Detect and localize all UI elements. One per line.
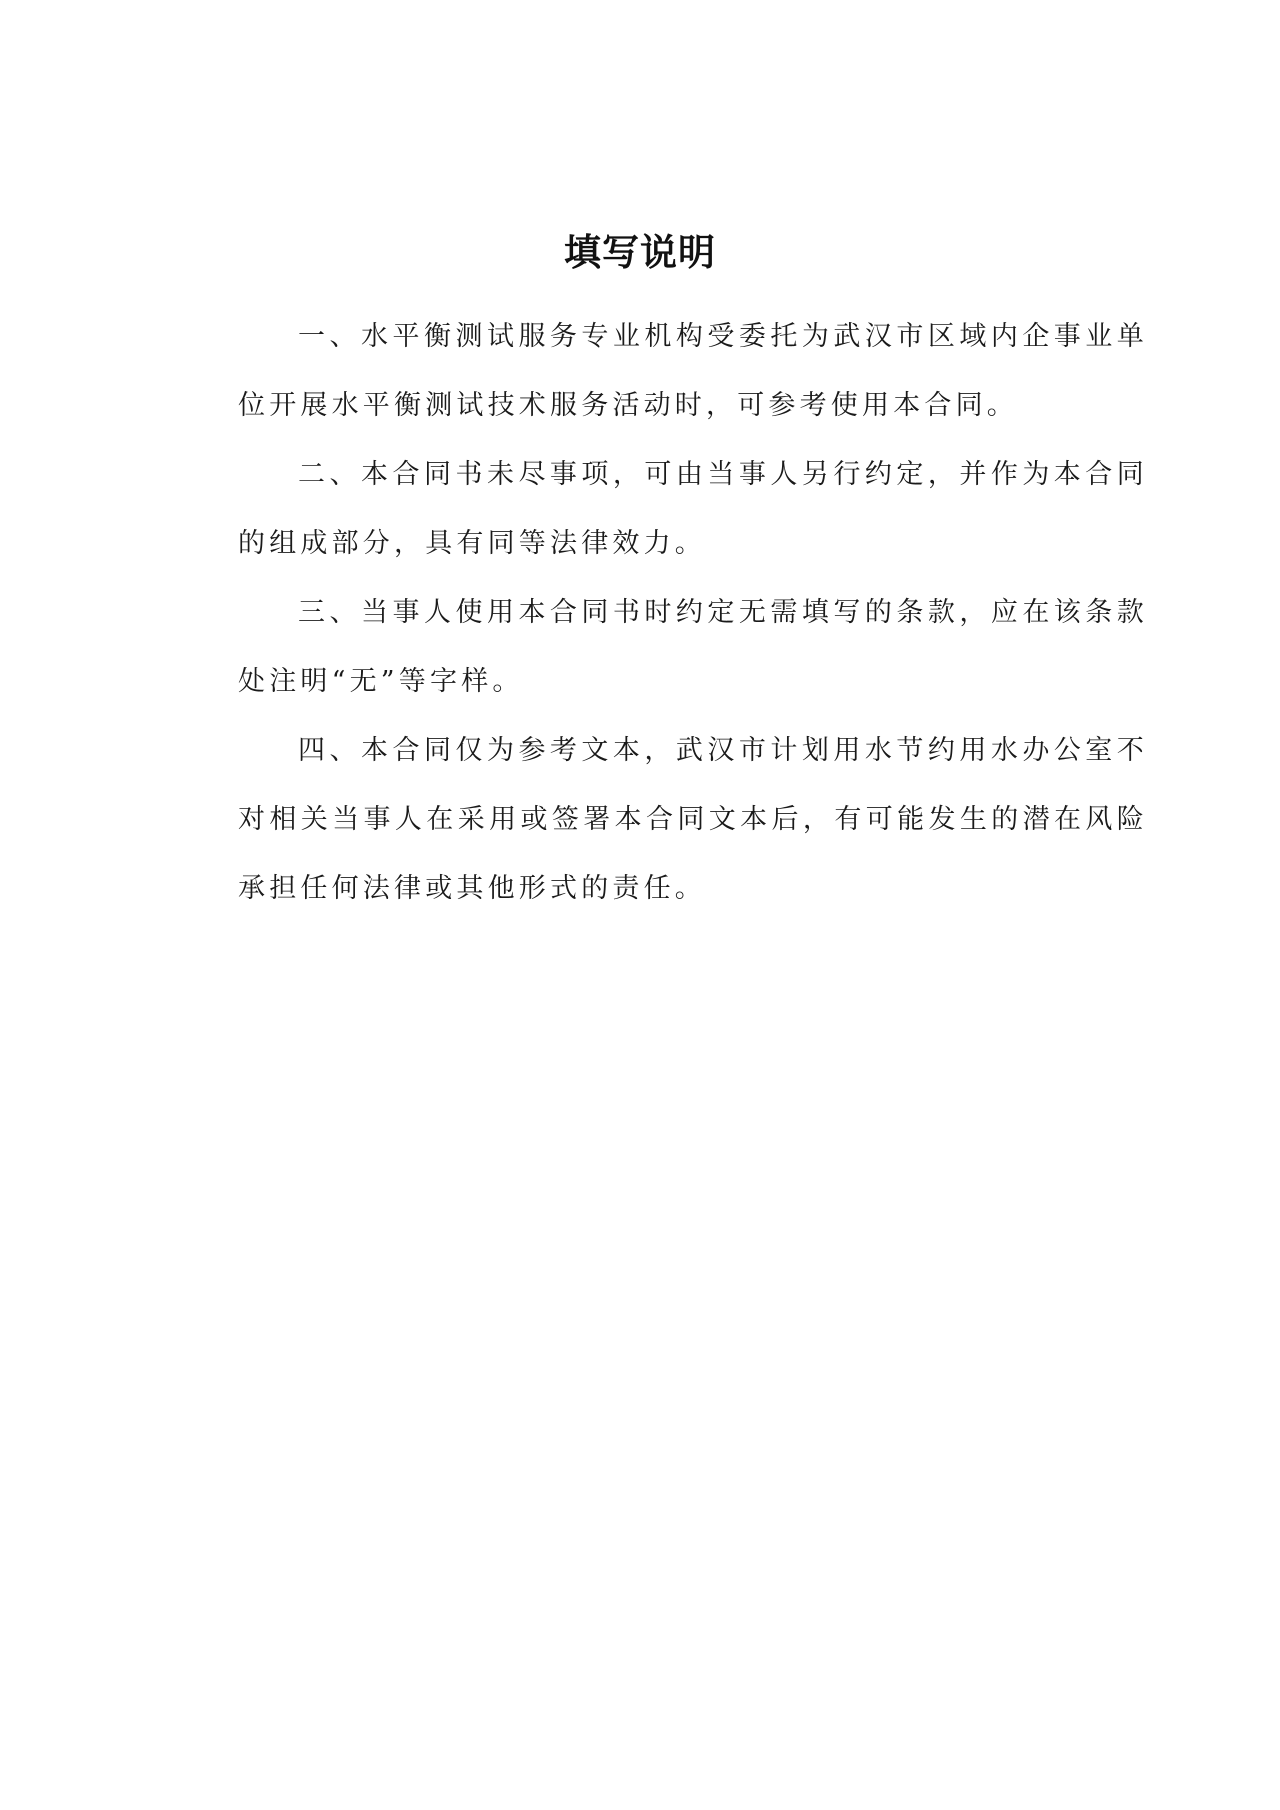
instructions-body [238, 302, 1148, 923]
instruction-paragraph-1: 一、水平衡测试服务专业机构受委托为武汉市区域内企事业单位开展水平衡测试技术服务活动时，可参考使用本合同。 [238, 321, 1148, 421]
instruction-paragraph-2: 二、本合同书未尽事项，可由当事人另行约定，并作为本合同的组成部分，具有同等法律效力。 [238, 459, 1148, 559]
instruction-paragraph-3: 三、当事人使用本合同书时约定无需填写的条款，应在该条款处注明“无”等字样。 [238, 597, 1148, 697]
page-title: 填写说明 [564, 231, 716, 274]
instruction-paragraph-4: 四、本合同仅为参考文本，武汉市计划用水节约用水办公室不对相关当事人在采用或签署本合同文本后，有可能发生的潜在风险承担任何法律或其他形式的责任。 [238, 735, 1148, 904]
